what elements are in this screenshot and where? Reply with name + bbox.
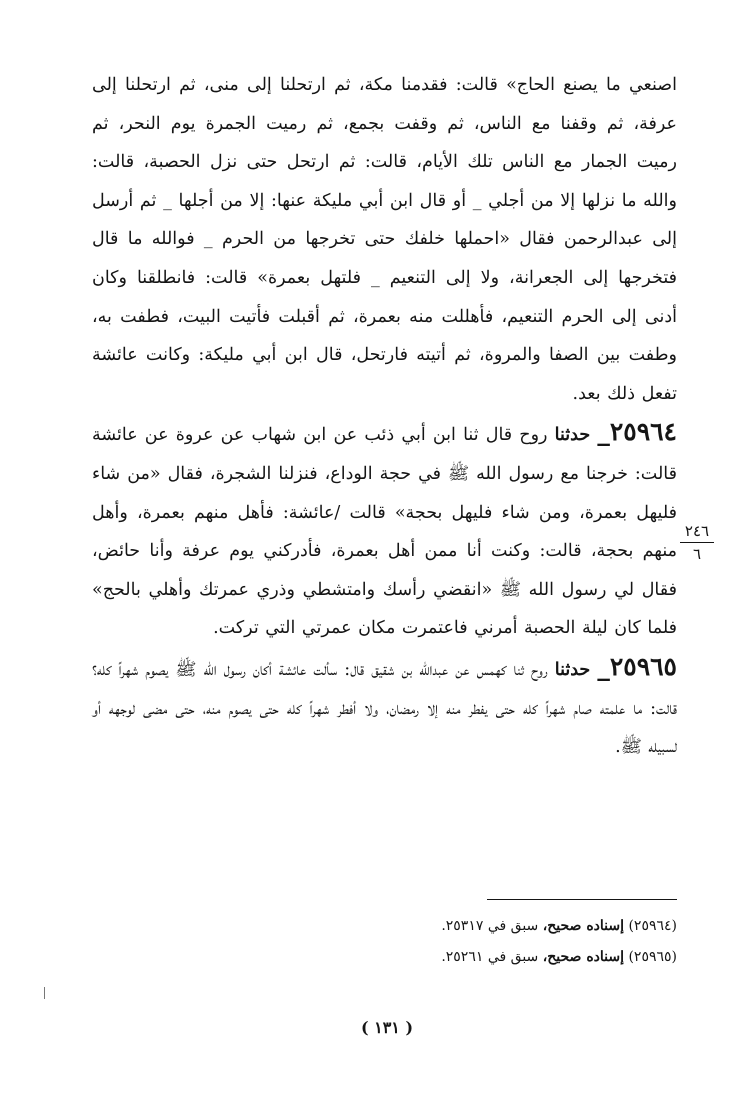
footnote-item — [300, 942, 677, 973]
footnotes — [300, 911, 677, 973]
main-text — [92, 66, 677, 767]
margin-volume: ٢٤٦ — [680, 522, 714, 543]
footnote-ref: (٢٥٩٦٤) — [628, 918, 677, 934]
hadith-25965 — [92, 648, 677, 767]
hadith-number: ٢٥٩٦٤_ — [597, 417, 677, 447]
footnote-grade: إسناده صحيح، — [542, 918, 624, 934]
footnote-item — [300, 911, 677, 942]
page-number: ( ١٣١ ) — [360, 1018, 414, 1037]
haddathana-word: حدثنا — [554, 425, 591, 446]
margin-page: ٦ — [692, 545, 702, 563]
hadith-text: روح قال ثنا ابن أبي ذئب عن ابن شهاب عن عروة عن عائشة قالت: خرجنا مع رسول الله ﷺ في حجة الوداع، فنزلنا الشجرة، فقال «من شاء فليهل بعمرة، ومن شاء فليهل بحجة» قالت /عائشة: فأهل منهم بعمرة، وأهل منهم بحجة، قالت: وكنت أنا ممن أهل بعمرة، فأدركني يوم عرفة وأنا حائض، فقال لي رسول الله ﷺ «انقضي رأسك وامتشطي وذري عمرتك وأهلي بالحج» فلما كان ليلة الحصبة أمرني فاعتمرت مكان عمرتي التي تركت. — [92, 425, 677, 639]
scan-speck — [44, 987, 45, 999]
footnote-note: سبق في ٢٥٣١٧. — [441, 918, 539, 934]
footnote-ref: (٢٥٩٦٥) — [628, 949, 677, 965]
footnote-grade: إسناده صحيح، — [542, 949, 624, 965]
hadith-25964 — [92, 413, 677, 648]
haddathana-word: حدثنا — [554, 659, 591, 680]
footnote-note: سبق في ٢٥٢٦١. — [441, 949, 539, 965]
hadith-number: ٢٥٩٦٥_ — [597, 651, 677, 681]
paragraph-continuation: اصنعي ما يصنع الحاج» قالت: فقدمنا مكة، ثم ارتحلنا إلى منى، ثم ارتحلنا إلى عرفة، ثم وقفنا مع الناس، ثم وقفت بجمع، ثم رميت الجمرة يوم النحر، ثم رميت الجمار مع الناس تلك الأيام، قالت: ثم ارتحل حتى نزل الحصبة، قالت: والله ما نزلها إلا من أجلي _ أو قال ابن أبي مليكة عنها: إلا من أجلها _ ثم أرسل إلى عبدالرحمن فقال «احملها خلفك حتى تخرجها من الحرم _ فوالله ما قال فتخرجها إلى الجعرانة، ولا إلى التنعيم _ فلتهل بعمرة» قالت: فانطلقنا وكان أدنى إلى الحرم التنعيم، فأهللت منه بعمرة، ثم أقبلت فأتيت البيت، فطفت به، وطفت بين الصفا والمروة، ثم أتيته فارتحل، قال ابن أبي مليكة: وكانت عائشة تفعل ذلك بعد. — [92, 75, 677, 404]
footnote-divider — [487, 899, 677, 900]
hadith-text: روح ثنا كهمس عن عبدالله بن شقيق قال: سألت عائشة أكان رسول الله ﷺ يصوم شهراً كله؟ قالت: ما علمته صام شهراً كله حتى يفطر منه إلا رمضان، ولا أفطر شهراً كله حتى يصوم منه، حتى مضى لوجهه أو لسبيله ﷺ. — [92, 659, 677, 758]
margin-reference — [680, 522, 714, 563]
